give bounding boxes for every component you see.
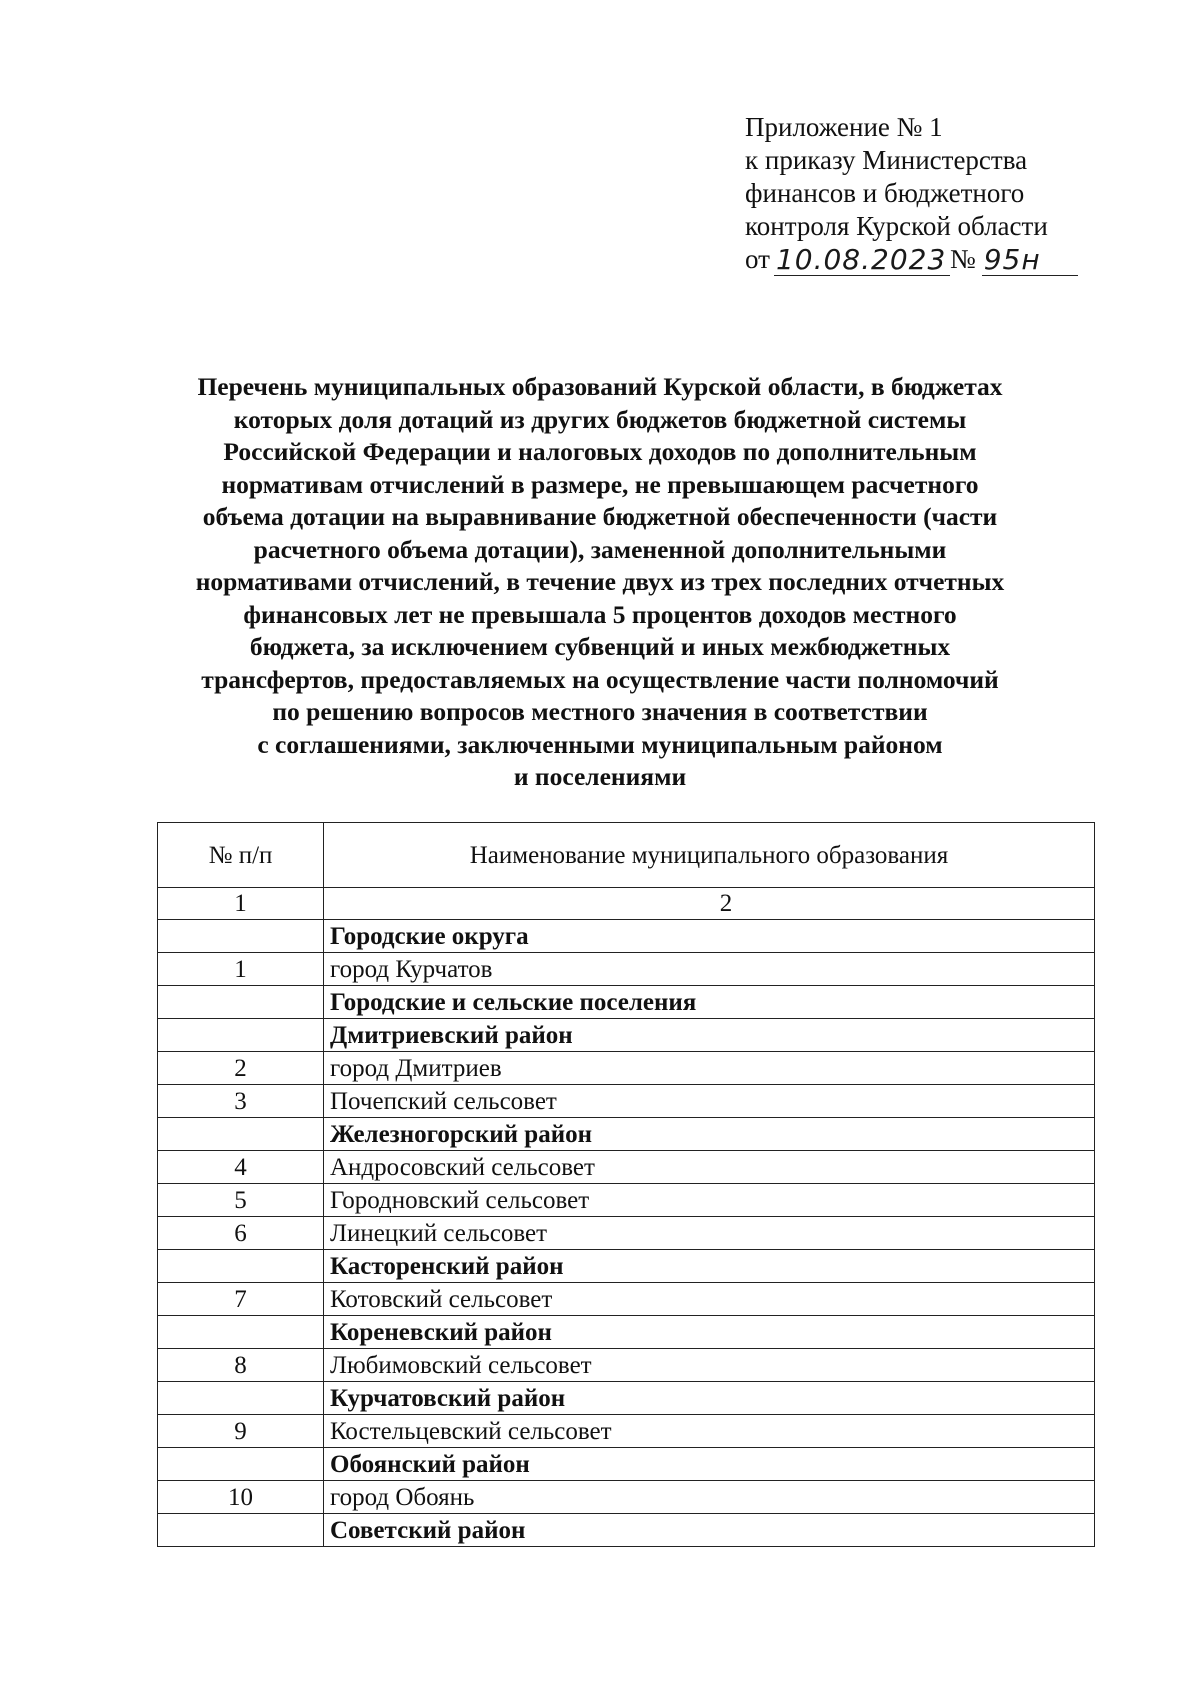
group-name: Городские округа [324,920,1095,953]
table-row [158,1415,1095,1448]
title-line: расчетного объема дотации), замененной дополнительными [253,534,947,564]
municipality-name: город Курчатов [324,953,1095,986]
title-line: Перечень муниципальных образований Курской области, в бюджетах [197,372,1003,401]
row-number: 3 [158,1085,324,1118]
municipality-name: Любимовский сельсовет [324,1349,1095,1382]
row-number: 5 [158,1184,324,1217]
row-number: 7 [158,1283,324,1316]
row-number [158,1382,324,1415]
title-line: финансовых лет не превышала 5 процентов доходов местного [243,599,957,629]
column-number-1: 1 [158,888,324,920]
row-number: 6 [158,1217,324,1250]
table-group-row [158,920,1095,953]
row-number: 4 [158,1151,324,1184]
table-row [158,1052,1095,1085]
appendix-title: Приложение № 1 [745,112,943,142]
title-line: Российской Федерации и налоговых доходов по дополнительным [223,437,977,466]
group-name: Железногорский район [324,1118,1095,1151]
title-line: бюджета, за исключением субвенций и иных межбюджетных [249,632,951,661]
row-number [158,986,324,1019]
title-line: трансфертов, предоставляемых на осуществление части полномочий [201,664,999,694]
row-number [158,920,324,953]
municipalities-table [157,822,1095,1547]
appendix-order-line: к приказу Министерства [745,145,1028,175]
handwritten-date: 10.08.2023 [774,245,950,276]
group-name: Касторенский район [324,1250,1095,1283]
table-group-row [158,1514,1095,1547]
table-group-row [158,1382,1095,1415]
municipality-name: Котовский сельсовет [324,1283,1095,1316]
column-numbers-row [158,888,1095,920]
group-name: Обоянский район [324,1448,1095,1481]
row-number: 10 [158,1481,324,1514]
table-row [158,953,1095,986]
group-name: Кореневский район [324,1316,1095,1349]
title-line: нормативам отчислений в размере, не превышающем расчетного [221,469,979,499]
appendix-region-line: контроля Курской области [745,211,1048,241]
title-line: нормативами отчислений, в течение двух из трех последних отчетных [195,567,1005,596]
table-row [158,1217,1095,1250]
table-group-row [158,1448,1095,1481]
table-group-row [158,986,1095,1019]
appendix-header [745,111,1085,276]
row-number [158,1316,324,1349]
title-line: с соглашениями, заключенными муниципальным районом [257,729,943,759]
title-line: которых доля дотаций из других бюджетов бюджетной системы [233,404,967,434]
row-number [158,1019,324,1052]
row-number [158,1514,324,1547]
table-group-row [158,1118,1095,1151]
table-row [158,1085,1095,1118]
municipality-name: город Дмитриев [324,1052,1095,1085]
row-number [158,1250,324,1283]
municipality-name: Почепский сельсовет [324,1085,1095,1118]
title-line: по решению вопросов местного значения в соответствии [272,697,928,726]
number-label: № [949,244,976,274]
table-row [158,1151,1095,1184]
table-row [158,1349,1095,1382]
municipality-name: Линецкий сельсовет [324,1217,1095,1250]
table-row [158,1283,1095,1316]
title-line: объема дотации на выравнивание бюджетной обеспеченности (части [202,502,998,531]
row-number [158,1118,324,1151]
municipality-name: Городновский сельсовет [324,1184,1095,1217]
group-name: Советский район [324,1514,1095,1547]
group-name: Курчатовский район [324,1382,1095,1415]
row-number: 1 [158,953,324,986]
table-header-row [158,823,1095,888]
row-number [158,1448,324,1481]
table-group-row [158,1019,1095,1052]
table-row [158,1184,1095,1217]
title-line: и поселениями [513,762,687,791]
group-name: Городские и сельские поселения [324,986,1095,1019]
municipality-name: Костельцевский сельсовет [324,1415,1095,1448]
handwritten-number: 95н [982,245,1078,276]
header-name: Наименование муниципального образования [324,823,1095,888]
header-number: № п/п [158,823,324,888]
group-name: Дмитриевский район [324,1019,1095,1052]
table-group-row [158,1316,1095,1349]
row-number: 2 [158,1052,324,1085]
document-title [150,371,1050,794]
table-group-row [158,1250,1095,1283]
table-row [158,1481,1095,1514]
appendix-ministry-line: финансов и бюджетного [745,178,1025,208]
row-number: 8 [158,1349,324,1382]
from-label: от [745,244,770,274]
column-number-2: 2 [324,888,1095,920]
row-number: 9 [158,1415,324,1448]
municipality-name: Андросовский сельсовет [324,1151,1095,1184]
municipality-name: город Обоянь [324,1481,1095,1514]
appendix-date-number-line [745,243,1085,276]
